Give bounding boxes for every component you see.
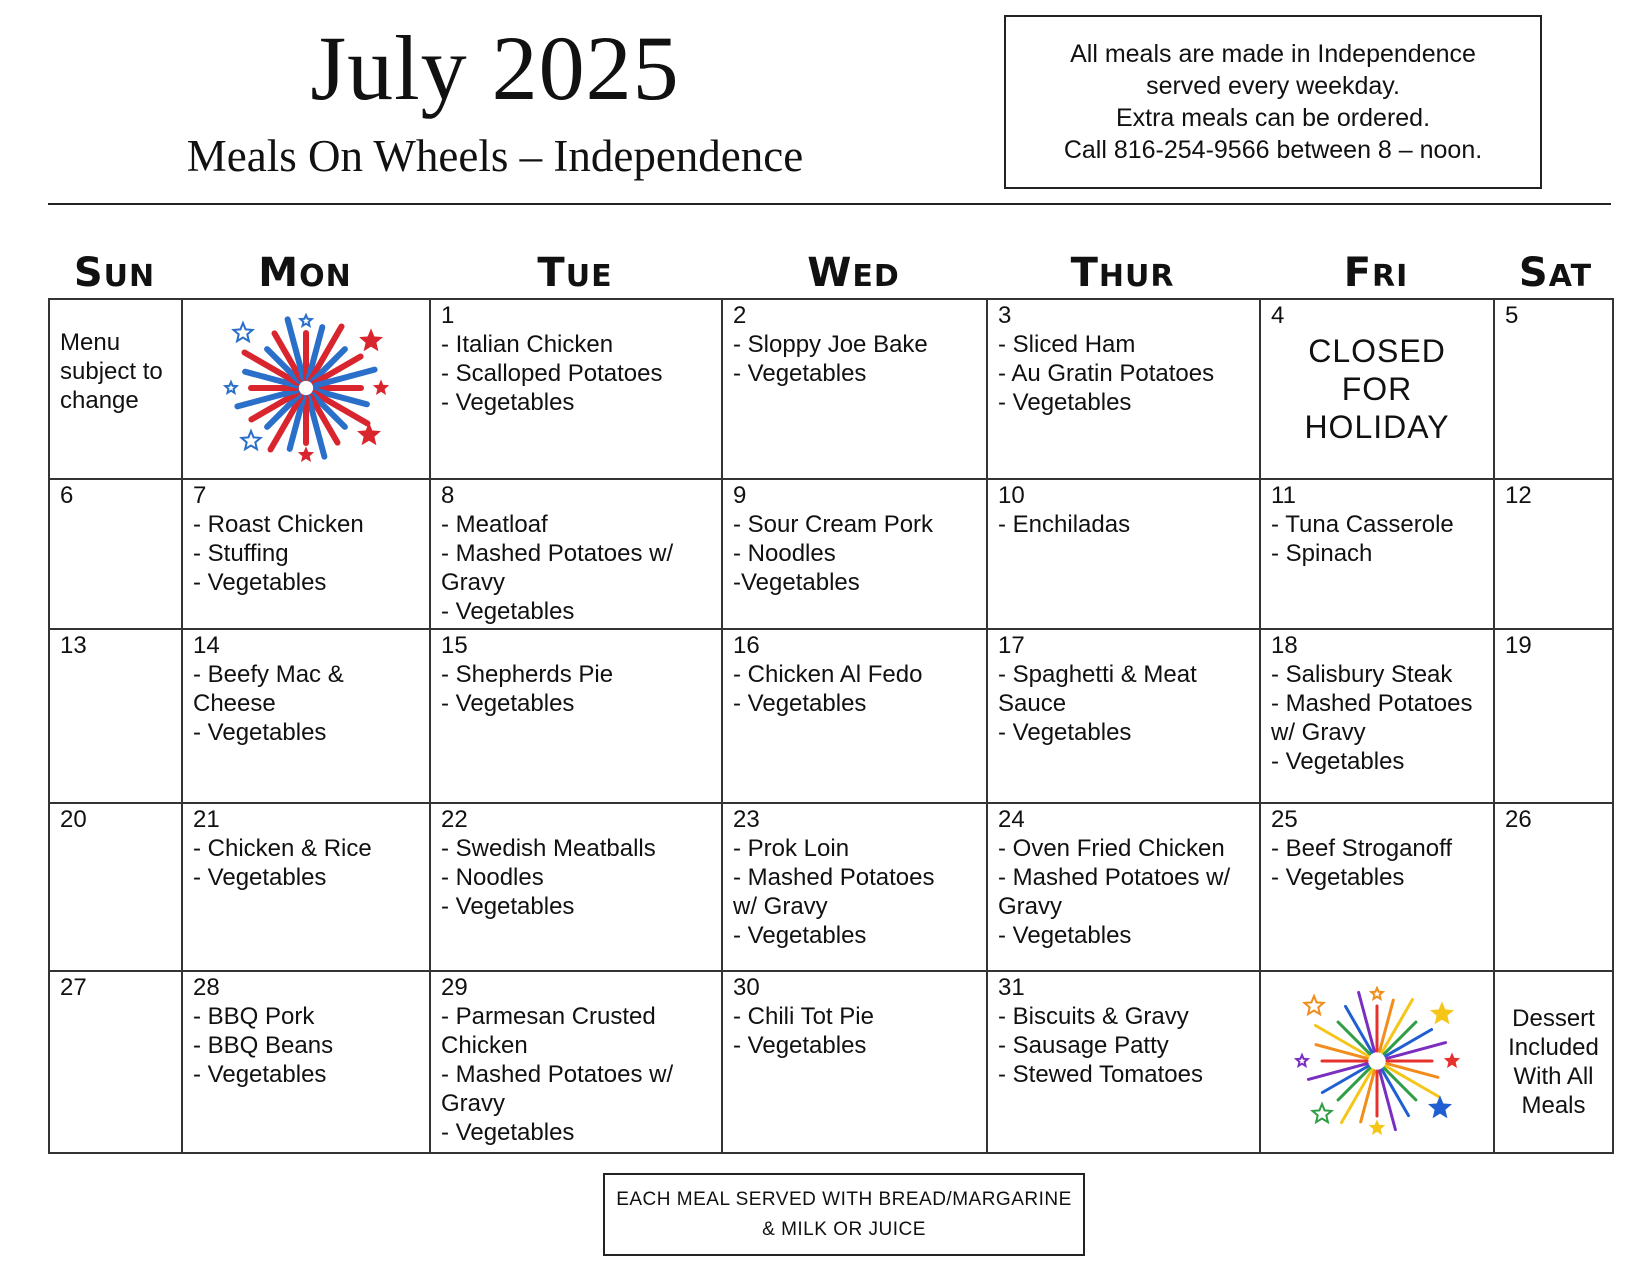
day-header-wed: WED [807, 250, 900, 296]
day-number: 2 [733, 302, 747, 329]
day-cell-mon [182, 971, 430, 1153]
day-cell-fri [1260, 971, 1494, 1153]
calendar-title: July 2025 [310, 17, 680, 119]
day-cell-fri [1260, 629, 1494, 803]
day-cell-wed [722, 971, 987, 1153]
calendar-week [49, 803, 1613, 971]
day-cell-mon [182, 803, 430, 971]
meal-item: - Chili Tot Pie [733, 1003, 874, 1030]
meal-item: - BBQ Pork [193, 1003, 315, 1030]
star-shape [375, 382, 386, 393]
day-cell-wed [722, 629, 987, 803]
meal-item: - Vegetables [193, 864, 327, 891]
meal-item: - Salisbury Steak [1271, 661, 1453, 688]
meal-item: - Vegetables [998, 922, 1132, 949]
meal-item: - Vegetables [1271, 864, 1405, 891]
star-shape [1313, 1104, 1332, 1122]
day-number: 27 [60, 974, 87, 1001]
day-cell-sat [1494, 971, 1613, 1153]
meal-item: - Sloppy Joe Bake [733, 331, 928, 358]
meal-item: - Vegetables [441, 893, 575, 920]
meal-item: - Vegetables [733, 1032, 867, 1059]
day-number: 14 [193, 632, 220, 659]
star-shape [362, 331, 381, 349]
info-box [1004, 15, 1542, 189]
star-shape [360, 425, 379, 443]
meal-item: - Chicken Al Fedo [733, 661, 923, 688]
day-cell-tue [430, 479, 722, 629]
meal-item: - Swedish Meatballs [441, 835, 656, 862]
day-number: 4 [1271, 302, 1285, 329]
star-shape [234, 323, 253, 341]
meal-item: w/ Gravy [1271, 719, 1366, 746]
meal-item: w/ Gravy [733, 893, 828, 920]
meal-item: - Mashed Potatoes [1271, 690, 1473, 717]
header-divider [48, 203, 1611, 205]
day-cell-sat [1494, 299, 1613, 479]
star-shape [1296, 1055, 1307, 1066]
day-cell-sun [49, 479, 182, 629]
meal-item: - Parmesan Crusted [441, 1003, 656, 1030]
day-cell-wed [722, 299, 987, 479]
meal-item: - Roast Chicken [193, 511, 364, 538]
meal-item: - Enchiladas [998, 511, 1131, 538]
day-number: 11 [1271, 482, 1296, 509]
calendar-week [49, 629, 1613, 803]
day-cell-thu [987, 971, 1260, 1153]
meal-item: - Noodles [733, 540, 836, 567]
day-number: 15 [441, 632, 468, 659]
meal-item: - Spinach [1271, 540, 1373, 567]
day-number: 18 [1271, 632, 1298, 659]
day-number: 9 [733, 482, 747, 509]
day-cell-tue [430, 971, 722, 1153]
meal-item: - Au Gratin Potatoes [998, 360, 1215, 387]
day-number: 20 [60, 806, 87, 833]
meal-item: - Vegetables [998, 719, 1132, 746]
meal-item: Cheese [193, 690, 276, 717]
meal-item: - Mashed Potatoes w/ [998, 864, 1231, 891]
day-cell-sun [49, 629, 182, 803]
day-cell-mon [182, 299, 430, 479]
note-line: change [60, 387, 139, 414]
meal-item: - Prok Loin [733, 835, 850, 862]
star-shape [242, 431, 261, 449]
meal-item: - Noodles [441, 864, 544, 891]
day-cell-sat [1494, 803, 1613, 971]
meal-item: - Vegetables [441, 389, 575, 416]
day-number: 31 [998, 974, 1025, 1001]
closed-line: FOR [1341, 371, 1413, 407]
star-shape [1371, 988, 1382, 999]
meal-item: - Mashed Potatoes w/ [441, 540, 674, 567]
star-shape [300, 315, 311, 326]
day-cell-thu [987, 299, 1260, 479]
meal-item: - Sour Cream Pork [733, 511, 934, 538]
meal-item: - Biscuits & Gravy [998, 1003, 1189, 1030]
fireworks-red-white-blue-icon [221, 313, 391, 463]
meal-item: - Vegetables [193, 569, 327, 596]
meal-item: Gravy [441, 569, 506, 596]
note-line: subject to [60, 358, 163, 385]
meal-item: - Mashed Potatoes w/ [441, 1061, 674, 1088]
meal-item: - Mashed Potatoes [733, 864, 935, 891]
calendar-week [49, 299, 1613, 479]
meal-item: - Meatloaf [441, 511, 548, 538]
meal-item: - Beef Stroganoff [1271, 835, 1453, 862]
day-number: 6 [60, 482, 74, 509]
day-number: 5 [1505, 302, 1519, 329]
calendar-subtitle: Meals On Wheels – Independence [186, 131, 804, 181]
day-number: 7 [193, 482, 207, 509]
meal-item: - Vegetables [998, 389, 1132, 416]
meal-item: - Vegetables [441, 598, 575, 625]
meal-item: - Sausage Patty [998, 1032, 1169, 1059]
meal-item: - Spaghetti & Meat [998, 661, 1197, 688]
closed-notice [1271, 332, 1483, 446]
dessert-line: Dessert [1512, 1005, 1595, 1032]
info-line: Extra meals can be ordered. [1115, 104, 1431, 132]
menu-note [60, 302, 171, 415]
star-shape [1433, 1004, 1452, 1022]
meal-item: - Stewed Tomatoes [998, 1061, 1203, 1088]
day-cell-fri [1260, 479, 1494, 629]
fireworks-multicolor-icon [1292, 986, 1462, 1136]
day-cell-mon [182, 479, 430, 629]
footer-line: EACH MEAL SERVED WITH BREAD/MARGARINE [616, 1188, 1072, 1210]
day-cell-thu [987, 629, 1260, 803]
day-cell-fri [1260, 803, 1494, 971]
day-cell-mon [182, 629, 430, 803]
note-line: Menu [60, 329, 121, 356]
day-number: 3 [998, 302, 1012, 329]
dessert-line: Meals [1521, 1092, 1586, 1119]
star-shape [300, 449, 311, 460]
day-number: 17 [998, 632, 1025, 659]
meal-item: - Vegetables [733, 922, 867, 949]
meal-item: Gravy [998, 893, 1063, 920]
calendar-week [49, 971, 1613, 1153]
star-shape [1305, 996, 1324, 1014]
day-cell-fri [1260, 299, 1494, 479]
meal-item: - Chicken & Rice [193, 835, 372, 862]
meal-item: Chicken [441, 1032, 528, 1059]
meal-item: - BBQ Beans [193, 1032, 334, 1059]
meal-item: Sauce [998, 690, 1067, 717]
closed-line: HOLIDAY [1304, 409, 1450, 445]
info-line: Call 816-254-9566 between 8 – noon. [1063, 136, 1483, 164]
day-number: 1 [441, 302, 455, 329]
meal-item: - Oven Fried Chicken [998, 835, 1225, 862]
day-header-sun: SUN [73, 250, 156, 296]
dessert-note [1505, 974, 1602, 1120]
day-cell-wed [722, 803, 987, 971]
star-shape [1431, 1098, 1450, 1116]
day-cell-sat [1494, 629, 1613, 803]
meal-item: - Vegetables [193, 719, 327, 746]
day-header-fri: FRI [1343, 250, 1409, 296]
day-cell-tue [430, 299, 722, 479]
graphic-wrap [183, 300, 429, 476]
day-header-tue: TUE [537, 250, 613, 296]
meal-item: - Beefy Mac & [193, 661, 344, 688]
day-number: 23 [733, 806, 760, 833]
meal-item: - Italian Chicken [441, 331, 614, 358]
footer-note [603, 1173, 1085, 1256]
day-header-thu: THUR [1070, 250, 1175, 296]
day-number: 13 [60, 632, 87, 659]
day-header-sat: SAT [1518, 250, 1593, 296]
star-shape [1446, 1055, 1457, 1066]
day-number: 12 [1505, 482, 1532, 509]
meal-item: - Sliced Ham [998, 331, 1136, 358]
day-cell-wed [722, 479, 987, 629]
day-cell-thu [987, 479, 1260, 629]
meal-item: - Shepherds Pie [441, 661, 614, 688]
day-cell-sun [49, 803, 182, 971]
day-number: 29 [441, 974, 468, 1001]
day-cell-thu [987, 803, 1260, 971]
day-cell-sun [49, 971, 182, 1153]
day-cell-tue [430, 629, 722, 803]
meal-item: - Vegetables [441, 1119, 575, 1146]
day-number: 30 [733, 974, 760, 1001]
day-number: 10 [998, 482, 1025, 509]
graphic-wrap [1261, 972, 1493, 1150]
closed-line: CLOSED [1308, 333, 1446, 369]
meal-item: -Vegetables [733, 569, 860, 596]
meal-item: - Scalloped Potatoes [441, 360, 663, 387]
day-number: 24 [998, 806, 1025, 833]
meal-item: - Vegetables [733, 690, 867, 717]
day-number: 16 [733, 632, 760, 659]
info-line: All meals are made in Independence [1070, 40, 1476, 68]
calendar-grid [48, 298, 1614, 1154]
meal-item: - Vegetables [441, 690, 575, 717]
calendar-week [49, 479, 1613, 629]
meal-item: - Vegetables [193, 1061, 327, 1088]
day-cell-sun [49, 299, 182, 479]
meal-item: Gravy [441, 1090, 506, 1117]
day-number: 26 [1505, 806, 1532, 833]
meal-item: - Tuna Casserole [1271, 511, 1454, 538]
day-cell-tue [430, 803, 722, 971]
dessert-line: Included [1508, 1034, 1599, 1061]
dessert-line: With All [1513, 1063, 1594, 1090]
day-cell-sat [1494, 479, 1613, 629]
meal-item: - Vegetables [733, 360, 867, 387]
day-number: 8 [441, 482, 455, 509]
day-number: 28 [193, 974, 220, 1001]
info-line: served every weekday. [1146, 72, 1400, 100]
meal-item: - Vegetables [1271, 748, 1405, 775]
meal-item: - Stuffing [193, 540, 289, 567]
day-number: 21 [193, 806, 220, 833]
day-number: 22 [441, 806, 468, 833]
day-header-mon: MON [258, 250, 352, 296]
star-shape [1371, 1122, 1382, 1133]
star-shape [225, 382, 236, 393]
footer-line: & MILK OR JUICE [762, 1218, 926, 1240]
day-number: 25 [1271, 806, 1298, 833]
day-number: 19 [1505, 632, 1532, 659]
